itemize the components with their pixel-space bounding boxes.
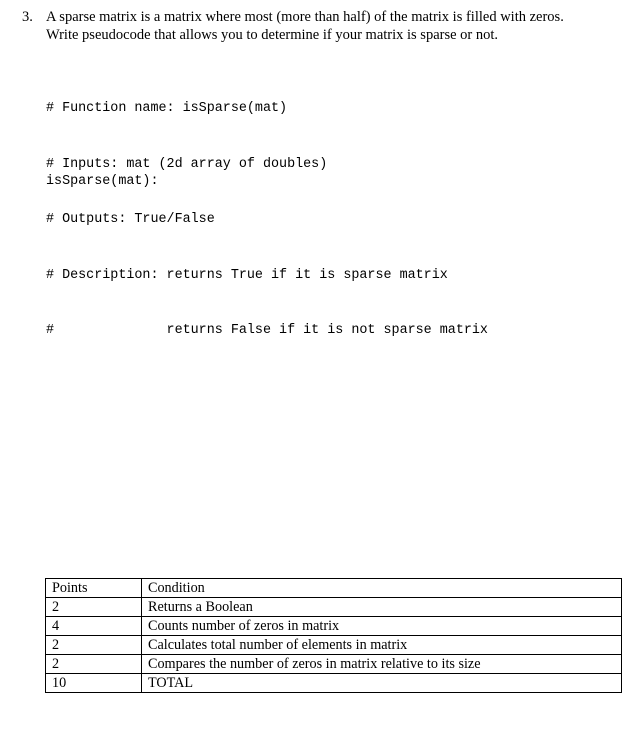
question-line-1: A sparse matrix is a matrix where most (more than half) of the matrix is filled with zeros. — [46, 9, 564, 25]
rubric-condition-cell: Counts number of zeros in matrix — [142, 617, 622, 636]
comment-description-cont: # returns False if it is not sparse matrix — [46, 323, 488, 338]
comment-function-name: # Function name: isSparse(mat) — [46, 101, 288, 116]
grading-rubric-table — [45, 578, 622, 693]
rubric-points-cell: 2 — [46, 598, 142, 617]
rubric-total-row — [46, 674, 622, 693]
rubric-row — [46, 636, 622, 655]
rubric-row — [46, 617, 622, 636]
answer-space — [46, 196, 622, 572]
comment-description: # Description: returns True if it is sparse matrix — [46, 267, 448, 283]
rubric-points-cell: 2 — [46, 636, 142, 655]
rubric-row — [46, 598, 622, 617]
rubric-header-condition: Condition — [142, 579, 622, 598]
rubric-condition-cell: Calculates total number of elements in matrix — [142, 636, 622, 655]
rubric-condition-cell: Returns a Boolean — [142, 598, 622, 617]
comment-inputs: # Inputs: mat (2d array of doubles) — [46, 156, 328, 172]
comment-outputs: # Outputs: True/False — [46, 212, 215, 227]
question-text — [46, 8, 636, 44]
question-number: 3. — [22, 9, 33, 25]
rubric-points-cell: 2 — [46, 655, 142, 674]
rubric-header-points: Points — [46, 579, 142, 598]
function-signature: isSparse(mat): — [46, 174, 159, 189]
rubric-condition-cell: Compares the number of zeros in matrix relative to its size — [142, 655, 622, 674]
rubric-total-points: 10 — [46, 674, 142, 693]
question-line-2: Write pseudocode that allows you to determine if your matrix is sparse or not. — [46, 27, 499, 43]
rubric-row — [46, 655, 622, 674]
rubric-total-label: TOTAL — [142, 674, 622, 693]
rubric-header-row — [46, 579, 622, 598]
rubric-points-cell: 4 — [46, 617, 142, 636]
